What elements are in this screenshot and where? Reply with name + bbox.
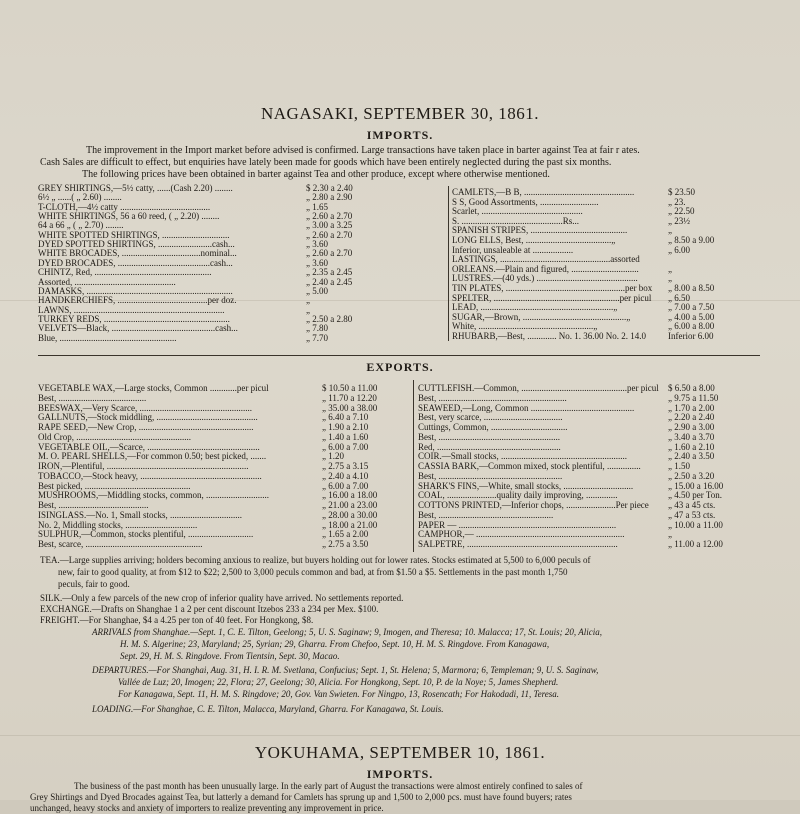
export-item-price: „ 16.00 a 18.00 xyxy=(322,490,378,501)
import-item-label: TURKEY REDS, ........................................................ xyxy=(38,313,230,324)
import-item-price: „ 2.50 a 2.80 xyxy=(306,313,353,324)
import-item-price: „ 6.00 a 8.00 xyxy=(668,321,715,332)
import-item-price: „ 7.80 xyxy=(306,323,328,334)
export-item-label: Old Crop, ................................................... xyxy=(38,431,191,442)
import-item-label: LAWNS, ................................................................... xyxy=(38,304,225,315)
export-item-price: „ 6.40 a 7.10 xyxy=(322,412,369,423)
export-item-label: IRON,—Plentiful, ............................................................... xyxy=(38,461,249,471)
export-item-price: „ 21.00 a 23.00 xyxy=(322,500,378,510)
import-item-price: „ xyxy=(668,263,672,274)
export-item-label: COIR.—Small stocks, ........................................................ xyxy=(418,451,628,462)
import-item-label: SPELTER, ........................................................per picul xyxy=(452,292,652,303)
nagasaki-intro-2: Cash Sales are difficult to effect, but enquiries have lately been made for goods which have been entirely neglected during the past six months. xyxy=(40,157,612,168)
import-item-label: GREY SHIRTINGS,—5½ catty, ......(Cash 2.20) ........ xyxy=(38,183,233,193)
yokohama-imports-heading: IMPORTS. xyxy=(366,767,434,781)
export-item-price: „ 15.00 a 16.00 xyxy=(668,480,724,491)
import-item-price: „ 2.60 a 2.70 xyxy=(306,229,353,240)
import-item-price: „ 6.00 xyxy=(668,244,690,255)
export-item-label: SULPHUR,—Common, stocks plentiful, ............................. xyxy=(38,529,254,540)
export-item-label: Best, ........................................ xyxy=(38,500,149,510)
import-item-price: „ 2.60 a 2.70 xyxy=(306,248,353,259)
export-item-price: „ 9.75 a 11.50 xyxy=(668,392,719,403)
export-item-label: No. 2, Middling stocks, ................................ xyxy=(38,519,198,530)
export-item-price: $ 6.50 a 8.00 xyxy=(668,383,715,393)
import-item-label: LUSTRES.—(40 yds.) ............................................. xyxy=(452,273,638,284)
import-item-price: „ xyxy=(306,304,310,315)
yokohama-title: YOKUHAMA, SEPTEMBER 10, 1861. xyxy=(254,743,546,762)
import-item-label: LASTINGS, .................................................assorted xyxy=(452,254,640,265)
departures-line-2: Vallée de Luz; 20, Imogen; 22, Flora; 27, Geelong; 30, Alicia. For Hongkong, Sept. 10, P. de la Noye; 5, James Shepherd. xyxy=(118,677,559,687)
import-item-label: T-CLOTH,—4½ catty ........................................ xyxy=(38,201,211,212)
export-item-label: Best picked, ............................................... xyxy=(38,480,191,491)
exchange-line: EXCHANGE.—Drafts on Shanghae 1 a 2 per cent discount Itzebos 233 a 234 per Mex. $100. xyxy=(40,604,379,614)
import-item-price: $ 23.50 xyxy=(668,187,695,197)
import-item-price: „ xyxy=(306,295,310,306)
import-item-price: „ 23½ xyxy=(668,215,690,226)
export-item-label: SHARK'S FINS,—White, small stocks, ............................... xyxy=(418,480,634,491)
export-item-price: „ 47 a 53 cts. xyxy=(668,509,716,520)
nagasaki-exports-heading: EXPORTS. xyxy=(366,360,434,374)
departures-line-3: For Kanagawa, Sept. 11, H. M. S. Ringdove; 20, Gov. Van Swieten. For Ningpo, 13, Rosencath; For Hakodadi, 11, Teresa. xyxy=(118,689,560,699)
import-item-label: VELVETS—Black, ..............................................cash... xyxy=(38,323,238,334)
export-item-price: „ 4.50 per Ton. xyxy=(668,490,722,501)
column-divider xyxy=(448,186,449,341)
export-item-label: RAPE SEED,—New Crop, ................................................... xyxy=(38,422,254,432)
import-item-price: „ 4.00 a 5.00 xyxy=(668,311,715,322)
export-item-price: „ 11.00 a 12.00 xyxy=(668,539,723,549)
arrivals-line-1: ARRIVALS from Shanghae.—Sept. 1, C. E. Tilton, Geelong; 5, U. S. Saginaw; 9, Imogen, and Theresa; 10. Malacca; 17, St. Louis; 20, Alicia, xyxy=(92,627,602,637)
tea-line-1: TEA.—Large supplies arriving; holders becoming anxious to realize, but buyers holding out for lower rates. Stocks estimated at 5,500 to 6,000 peculs of xyxy=(40,555,591,565)
tea-line-3: peculs, fair to good. xyxy=(58,579,130,589)
export-item-label: MUSHROOMS,—Middling stocks, common, ............................ xyxy=(38,490,270,501)
import-item-price: „ 3.60 xyxy=(306,239,328,250)
export-item-label: Best, very scarce, ................................... xyxy=(418,412,563,423)
export-item-label: COTTONS PRINTED,—Inferior chops, ......................Per piece xyxy=(418,500,649,510)
tea-line-2: new, fair to good quality, at from $12 to $22; 2,500 to 3,000 peculs common and bad, at from $1.50 a $5. Settlements in the past month 1,750 xyxy=(58,567,568,577)
export-item-price: „ 2.40 a 3.50 xyxy=(668,451,715,462)
import-item-label: 6½ „ ......( „ 2.60) ........ xyxy=(38,192,122,203)
export-item-price: „ 10.00 a 11.00 xyxy=(668,519,723,530)
section-rule xyxy=(38,355,760,356)
import-item-label: DYED BROCADES, .........................................cash... xyxy=(38,257,233,268)
import-item-price: „ 2.60 a 2.70 xyxy=(306,211,353,222)
import-item-label: Inferior, unsaleable at .................. xyxy=(452,244,574,255)
import-item-label: LEAD, ...........................................................„ xyxy=(452,302,618,313)
export-item-price: „ 2.20 a 2.40 xyxy=(668,412,715,423)
import-item-price: „ 3.60 xyxy=(306,257,328,268)
import-item-label: LONG ELLS, Best, ......................................„ xyxy=(452,235,616,245)
import-item-label: TIN PLATES, .....................................................per box xyxy=(452,283,653,293)
export-item-label: Red, ....................................................... xyxy=(418,441,561,452)
import-item-label: SPANISH STRIPES, ........................................... xyxy=(452,225,628,236)
export-item-price: „ 1.50 xyxy=(668,461,690,471)
export-item-label: Best, ................................................... xyxy=(418,509,554,520)
freight-line: FREIGHT.—For Shanghae, $4 a 4.25 per ton of 40 feet. For Hongkong, $8. xyxy=(40,615,314,625)
export-item-label: TOBACCO,—Stock heavy, ...................................................... xyxy=(38,470,262,481)
import-item-label: HANDKERCHIEFS, ........................................per doz. xyxy=(38,295,237,306)
import-item-label: DYED SPOTTED SHIRTINGS, ........................cash... xyxy=(38,239,235,250)
import-item-label: Blue, .................................................... xyxy=(38,332,177,343)
import-item-price: „ 3.00 a 3.25 xyxy=(306,220,353,231)
export-item-label: PAPER — ...................................................................... xyxy=(418,519,617,530)
export-item-label: Best, ...................................................... xyxy=(418,431,561,442)
export-item-label: Best, ....................................................... xyxy=(418,470,563,481)
export-item-price: „ 18.00 a 21.00 xyxy=(322,519,378,530)
export-item-price: „ 1.60 a 2.10 xyxy=(668,441,715,452)
import-item-label: RHUBARB,—Best, ............. No. 1. 36.00 No. 2. 14.0 xyxy=(452,331,647,341)
import-item-price: „ xyxy=(668,225,672,236)
export-item-label: VEGETABLE WAX,—Large stocks, Common ............per picul xyxy=(38,383,269,393)
import-item-label: White, ...................................................„ xyxy=(452,321,598,332)
nagasaki-intro-3: The following prices have been obtained in barter against Tea and other produce, except where otherwise mentioned. xyxy=(82,169,550,180)
export-item-price: „ 2.75 a 3.15 xyxy=(322,461,369,471)
export-item-label: CASSIA BARK,—Common mixed, stock plentiful, ............... xyxy=(418,461,641,471)
import-item-label: Scarlet, ............................................. xyxy=(452,206,583,217)
export-item-price: „ 1.70 a 2.00 xyxy=(668,402,715,413)
import-item-price: $ 2.30 a 2.40 xyxy=(306,183,353,193)
departures-line-1: DEPARTURES.—For Shanghai, Aug. 31, H. I. R. M. Svetlana, Confucius; Sept. 1, St. Helena; 5, Marmora; 6, Templeman; 9, U. S. Saginaw, xyxy=(92,665,599,675)
export-item-price: „ 3.40 a 3.70 xyxy=(668,431,715,442)
export-item-label: Cuttings, Common, .................................. xyxy=(418,422,568,432)
import-item-price: „ xyxy=(668,273,672,284)
import-item-price: „ 2.80 a 2.90 xyxy=(306,192,353,203)
export-item-price: „ 43 a 45 cts. xyxy=(668,500,716,510)
export-item-label: Best, ....................................... xyxy=(38,392,147,403)
export-item-label: CUTTLEFISH.—Common, ...............................................per picul xyxy=(418,383,659,393)
import-item-price: „ 5.00 xyxy=(306,285,328,296)
import-item-label: WHITE BROCADES, ...................................nominal... xyxy=(38,248,237,259)
column-divider xyxy=(413,380,414,552)
export-item-label: SALPETRE, ................................................................... xyxy=(418,539,618,549)
import-item-price: „ 8.50 a 9.00 xyxy=(668,235,715,245)
export-item-price: „ 11.70 a 12.20 xyxy=(322,392,377,403)
import-item-price: „ 22.50 xyxy=(668,206,695,217)
yokohama-line-3: unchanged, heavy stocks and anxiety of importers to realize preventing any improvement in price. xyxy=(30,803,384,813)
import-item-label: SUGAR,—Brown, ..............................................„ xyxy=(452,311,631,322)
export-item-price: „ 1.90 a 2.10 xyxy=(322,422,369,432)
export-item-label: BEESWAX,—Very Scarce, .................................................. xyxy=(38,402,252,413)
nagasaki-intro-1: The improvement in the Import market before advised is confirmed. Large transactions have taken place in barter against Tea at fair r ates. xyxy=(86,145,640,156)
export-item-price: „ 1.65 a 2.00 xyxy=(322,529,369,540)
import-item-label: DAMASKS, ................................................................. xyxy=(38,285,233,296)
import-item-price: „ 1.65 xyxy=(306,201,328,212)
import-item-price: „ 8.00 a 8.50 xyxy=(668,283,715,293)
export-item-label: Best, scarce, .................................................... xyxy=(38,539,203,549)
loading-line: LOADING.—For Shanghae, C. E. Tilton, Malacca, Maryland, Gharra. For Kanagawa, St. Louis. xyxy=(92,704,444,714)
arrivals-line-3: Sept. 29, H. M. S. Ringdove. From Tientsin, Sept. 30, Macao. xyxy=(120,651,340,661)
export-item-price: „ 28.00 a 30.00 xyxy=(322,509,378,520)
yokohama-line-2: Grey Shirtings and Dyed Brocades against Tea, but latterly a demand for Camlets has sprung up and 1,500 to 2,000 pcs. must have found buyers; rates xyxy=(30,792,572,802)
import-item-label: CAMLETS,—B B, ................................................. xyxy=(452,187,635,197)
import-item-price: „ 7.70 xyxy=(306,332,328,343)
arrivals-line-2: H. M. S. Algerine; 23, Maryland; 25, Syrian; 29, Gharra. From Chefoo, Sept. 10, H. M. S. Ringdove. From Kanagawa, xyxy=(120,639,550,649)
export-item-label: Best, ......................................................... xyxy=(418,392,567,403)
import-item-label: CHINTZ, Red, .................................................... xyxy=(38,267,212,278)
import-item-price: „ 6.50 xyxy=(668,292,690,303)
export-item-price: „ 2.40 a 4.10 xyxy=(322,470,369,481)
import-item-label: S. .............................................Rs... xyxy=(452,215,580,226)
export-item-price: „ 2.75 a 3.50 xyxy=(322,539,369,549)
export-item-label: VEGETABLE OIL,—Scarce, .................................................. xyxy=(38,441,260,452)
nagasaki-imports-heading: IMPORTS. xyxy=(366,128,434,142)
nagasaki-title: NAGASAKI, SEPTEMBER 30, 1861. xyxy=(260,104,540,123)
export-item-label: SEAWEED,—Long, Common .............................................. xyxy=(418,402,635,413)
silk-line: SILK.—Only a few parcels of the new crop of inferior quality have arrived. No settlements reported. xyxy=(40,593,404,603)
import-item-label: Assorted, ............................................. xyxy=(38,276,176,287)
import-item-label: WHITE SPOTTED SHIRTINGS, .............................. xyxy=(38,229,230,240)
export-item-label: ISINGLASS.—No. 1, Small stocks, ................................ xyxy=(38,509,243,520)
export-item-price: „ 2.90 a 3.00 xyxy=(668,422,715,432)
import-item-price: „ 2.40 a 2.45 xyxy=(306,276,353,287)
export-item-price: „ 1.20 xyxy=(322,451,344,462)
export-item-label: M. O. PEARL SHELLS,—For common 0.50; best picked, ....... xyxy=(38,451,267,462)
export-item-price: „ 35.00 a 38.00 xyxy=(322,402,378,413)
export-item-price: „ xyxy=(668,529,672,540)
import-item-label: 64 a 66 „ ( „ 2.70) ........ xyxy=(38,220,124,231)
import-item-price: Inferior 6.00 xyxy=(668,331,714,341)
export-item-label: CAMPHOR,— .................................................................. xyxy=(418,529,625,540)
export-item-label: GALLNUTS,—Stock middling, ............................................. xyxy=(38,412,258,423)
export-item-price: „ 1.40 a 1.60 xyxy=(322,431,369,442)
import-item-label: S S, Good Assortments, .......................... xyxy=(452,196,599,207)
import-item-label: ORLEANS.—Plain and figured, .............................. xyxy=(452,263,639,274)
export-item-price: $ 10.50 a 11.00 xyxy=(322,383,378,393)
export-item-price: „ 6.00 a 7.00 xyxy=(322,480,369,491)
yokohama-line-1: The business of the past month has been unusually large. In the early part of August the transactions were almost entirely confined to sales of xyxy=(74,781,583,791)
export-item-price: „ 6.00 a 7.00 xyxy=(322,441,369,452)
export-item-label: COAL, ......................quality daily improving, .............. xyxy=(418,490,618,501)
paper-fold xyxy=(0,735,800,736)
export-item-price: „ 2.50 a 3.20 xyxy=(668,470,715,481)
import-item-price: „ 2.35 a 2.45 xyxy=(306,267,353,278)
import-item-price: „ 7.00 a 7.50 xyxy=(668,302,715,313)
import-item-price: „ 23. xyxy=(668,196,686,207)
import-item-label: WHITE SHIRTINGS, 56 a 60 reed, ( „ 2.20) ........ xyxy=(38,211,220,222)
